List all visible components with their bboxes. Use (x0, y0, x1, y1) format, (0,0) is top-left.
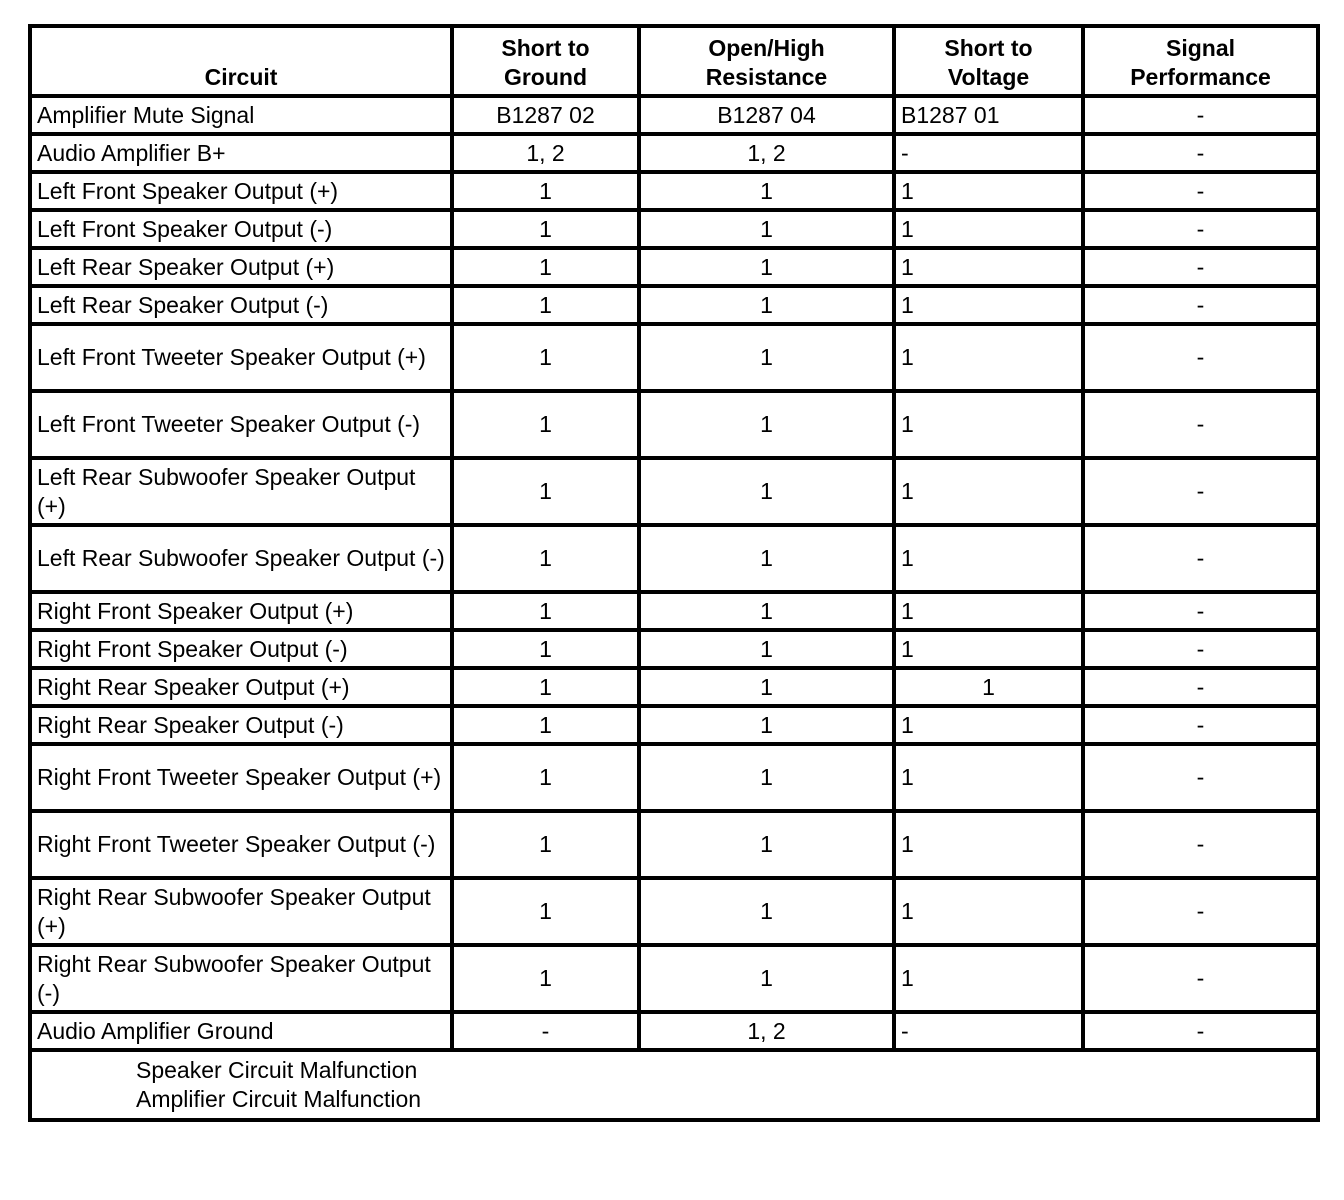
open-high-resistance-cell: 1 (639, 945, 894, 1012)
short-to-ground-cell: - (452, 1012, 639, 1050)
header-open-high-resistance (639, 26, 894, 96)
signal-performance-cell: - (1083, 391, 1318, 458)
short-to-ground-cell: 1 (452, 458, 639, 525)
footer-cell (30, 1050, 1318, 1120)
short-to-voltage-cell: 1 (894, 668, 1083, 706)
circuit-cell: Right Front Speaker Output (+) (30, 592, 452, 630)
circuit-cell: Left Front Tweeter Speaker Output (+) (30, 324, 452, 391)
table-body (30, 96, 1318, 1050)
short-to-voltage-cell: 1 (894, 172, 1083, 210)
short-to-voltage-cell: 1 (894, 706, 1083, 744)
short-to-voltage-cell: 1 (894, 458, 1083, 525)
short-to-voltage-cell: 1 (894, 945, 1083, 1012)
signal-performance-cell: - (1083, 630, 1318, 668)
footer-line-amplifier: Amplifier Circuit Malfunction (136, 1086, 422, 1112)
table-row (30, 458, 1318, 525)
table-row (30, 630, 1318, 668)
header-short-to-voltage (894, 26, 1083, 96)
signal-performance-cell: - (1083, 945, 1318, 1012)
open-high-resistance-cell: 1 (639, 248, 894, 286)
open-high-resistance-cell: 1 (639, 210, 894, 248)
open-high-resistance-cell: 1 (639, 744, 894, 811)
short-to-voltage-cell: B1287 01 (894, 96, 1083, 134)
open-high-resistance-cell: 1 (639, 525, 894, 592)
circuit-cell: Right Front Tweeter Speaker Output (+) (30, 744, 452, 811)
short-to-voltage-cell: 1 (894, 324, 1083, 391)
short-to-ground-cell: 1 (452, 744, 639, 811)
circuit-cell: Audio Amplifier Ground (30, 1012, 452, 1050)
short-to-voltage-cell: 1 (894, 592, 1083, 630)
short-to-voltage-cell: 1 (894, 744, 1083, 811)
short-to-ground-cell: 1 (452, 391, 639, 458)
table-row (30, 525, 1318, 592)
circuit-cell: Left Rear Subwoofer Speaker Output (+) (30, 458, 452, 525)
header-row (30, 26, 1318, 96)
footer-line-speaker: Speaker Circuit Malfunction (136, 1057, 418, 1083)
short-to-voltage-cell: 1 (894, 391, 1083, 458)
circuit-cell: Right Front Tweeter Speaker Output (-) (30, 811, 452, 878)
signal-performance-cell: - (1083, 96, 1318, 134)
signal-performance-cell: - (1083, 706, 1318, 744)
circuit-cell: Right Rear Speaker Output (+) (30, 668, 452, 706)
signal-performance-cell: - (1083, 592, 1318, 630)
signal-performance-cell: - (1083, 1012, 1318, 1050)
circuit-cell: Left Front Speaker Output (-) (30, 210, 452, 248)
short-to-ground-cell: 1 (452, 286, 639, 324)
open-high-resistance-cell: 1 (639, 630, 894, 668)
circuit-cell: Left Front Speaker Output (+) (30, 172, 452, 210)
short-to-ground-cell: 1 (452, 706, 639, 744)
short-to-ground-cell: 1 (452, 210, 639, 248)
short-to-voltage-cell: 1 (894, 630, 1083, 668)
circuit-cell: Amplifier Mute Signal (30, 96, 452, 134)
signal-performance-cell: - (1083, 324, 1318, 391)
table-row (30, 811, 1318, 878)
table-row (30, 286, 1318, 324)
short-to-voltage-cell: 1 (894, 525, 1083, 592)
table-row (30, 96, 1318, 134)
table-row (30, 744, 1318, 811)
open-high-resistance-cell: 1 (639, 324, 894, 391)
short-to-voltage-cell: 1 (894, 248, 1083, 286)
circuit-cell: Left Front Tweeter Speaker Output (-) (30, 391, 452, 458)
open-high-resistance-cell: 1 (639, 286, 894, 324)
signal-performance-cell: - (1083, 286, 1318, 324)
open-high-resistance-cell: 1 (639, 706, 894, 744)
open-high-resistance-cell: 1 (639, 458, 894, 525)
circuit-cell: Right Rear Subwoofer Speaker Output (+) (30, 878, 452, 945)
table-row (30, 248, 1318, 286)
short-to-voltage-cell: 1 (894, 878, 1083, 945)
circuit-cell: Right Front Speaker Output (-) (30, 630, 452, 668)
circuit-cell: Left Rear Subwoofer Speaker Output (-) (30, 525, 452, 592)
signal-performance-cell: - (1083, 668, 1318, 706)
signal-performance-cell: - (1083, 210, 1318, 248)
short-to-ground-cell: 1 (452, 811, 639, 878)
header-short-to-ground (452, 26, 639, 96)
short-to-voltage-cell: 1 (894, 811, 1083, 878)
header-open-high-text: Open/High Resistance (705, 35, 828, 90)
open-high-resistance-cell: 1 (639, 592, 894, 630)
circuit-table (28, 24, 1320, 1122)
footer-row (30, 1050, 1318, 1120)
open-high-resistance-cell: 1, 2 (639, 134, 894, 172)
short-to-voltage-cell: - (894, 1012, 1083, 1050)
table-row (30, 134, 1318, 172)
header-short-voltage-text: Short to Voltage (944, 35, 1033, 90)
signal-performance-cell: - (1083, 172, 1318, 210)
header-short-ground-text: Short to Ground (501, 35, 590, 90)
open-high-resistance-cell: B1287 04 (639, 96, 894, 134)
signal-performance-cell: - (1083, 811, 1318, 878)
short-to-ground-cell: 1 (452, 630, 639, 668)
table-row (30, 324, 1318, 391)
table-row (30, 391, 1318, 458)
signal-performance-cell: - (1083, 248, 1318, 286)
table-row (30, 210, 1318, 248)
short-to-ground-cell: 1 (452, 668, 639, 706)
short-to-voltage-cell: 1 (894, 210, 1083, 248)
table-row (30, 1012, 1318, 1050)
signal-performance-cell: - (1083, 458, 1318, 525)
circuit-cell: Left Rear Speaker Output (+) (30, 248, 452, 286)
signal-performance-cell: - (1083, 525, 1318, 592)
short-to-ground-cell: 1 (452, 592, 639, 630)
table-row (30, 172, 1318, 210)
table-row (30, 668, 1318, 706)
header-signal-performance (1083, 26, 1318, 96)
open-high-resistance-cell: 1, 2 (639, 1012, 894, 1050)
short-to-ground-cell: 1 (452, 172, 639, 210)
table-row (30, 945, 1318, 1012)
circuit-cell: Left Rear Speaker Output (-) (30, 286, 452, 324)
open-high-resistance-cell: 1 (639, 811, 894, 878)
header-circuit: Circuit (30, 26, 452, 96)
open-high-resistance-cell: 1 (639, 172, 894, 210)
header-signal-perf-text: Signal Performance (1130, 35, 1271, 90)
short-to-ground-cell: B1287 02 (452, 96, 639, 134)
short-to-ground-cell: 1 (452, 525, 639, 592)
circuit-cell: Audio Amplifier B+ (30, 134, 452, 172)
short-to-ground-cell: 1 (452, 248, 639, 286)
short-to-ground-cell: 1 (452, 945, 639, 1012)
circuit-cell: Right Rear Subwoofer Speaker Output (-) (30, 945, 452, 1012)
short-to-voltage-cell: - (894, 134, 1083, 172)
open-high-resistance-cell: 1 (639, 391, 894, 458)
short-to-ground-cell: 1 (452, 324, 639, 391)
signal-performance-cell: - (1083, 878, 1318, 945)
short-to-voltage-cell: 1 (894, 286, 1083, 324)
signal-performance-cell: - (1083, 134, 1318, 172)
table-row (30, 592, 1318, 630)
table-row (30, 706, 1318, 744)
circuit-cell: Right Rear Speaker Output (-) (30, 706, 452, 744)
open-high-resistance-cell: 1 (639, 878, 894, 945)
open-high-resistance-cell: 1 (639, 668, 894, 706)
short-to-ground-cell: 1, 2 (452, 134, 639, 172)
signal-performance-cell: - (1083, 744, 1318, 811)
short-to-ground-cell: 1 (452, 878, 639, 945)
table-row (30, 878, 1318, 945)
